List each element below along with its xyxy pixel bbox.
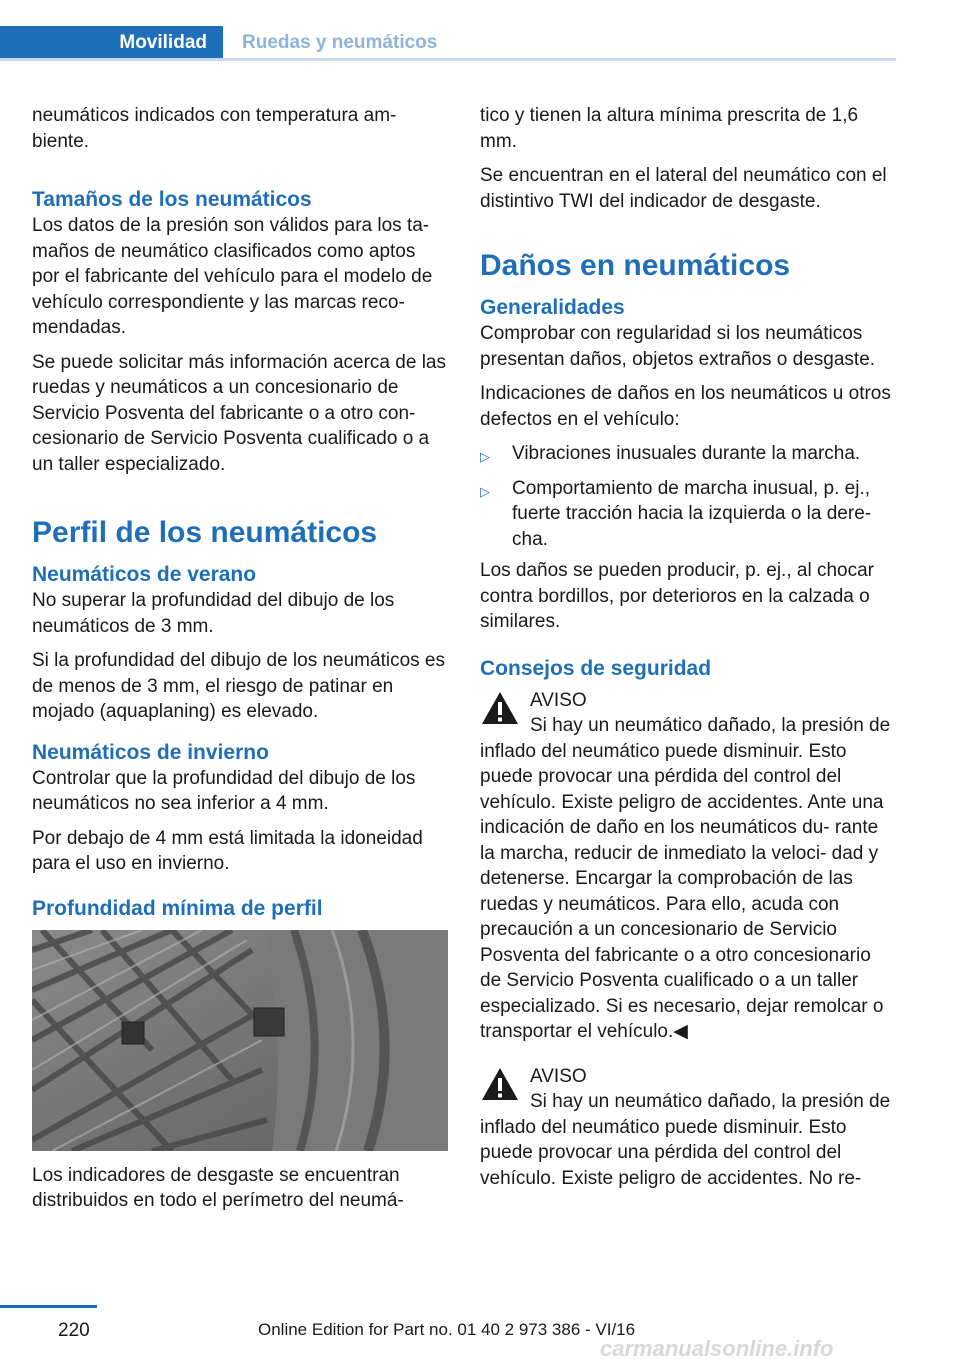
header-divider: [0, 58, 896, 61]
tab-ruedas[interactable]: Ruedas y neumáticos: [242, 32, 438, 53]
warning-text: Si hay un neumático dañado, la presión de inflado del neumático puede disminuir. Esto puede provocar una pérdida del control del vehículo. Existe peligro de accidentes. No re‐: [480, 1091, 891, 1189]
paragraph: Se encuentran en el lateral del neumático con el distintivo TWI del indicador de desgaste.: [480, 165, 887, 212]
paragraph: neumáticos indicados con temperatura am‐ biente.: [32, 105, 397, 152]
paragraph: No superar la profundidad del dibujo de los neumáticos de 3 mm.: [32, 590, 395, 637]
watermark: carmanualsonline.info: [600, 1336, 834, 1361]
warning-triangle-icon: [480, 690, 520, 726]
left-column: [32, 103, 448, 1223]
right-column: [480, 103, 896, 1200]
paragraph: Los indicadores de desgaste se encuentran distribuidos en todo el perímetro del neumá‐: [32, 1164, 404, 1211]
tab-movilidad-label: Movilidad: [119, 32, 207, 53]
list-item: [480, 441, 896, 470]
warning-title: AVISO: [530, 689, 587, 711]
list-item: [480, 476, 896, 553]
paragraph: Se puede solicitar más información acerca de las ruedas y neumáticos a un concesionario de Servicio Posventa del fabricante o a otro con‐ cesionario de Servicio Posventa cualificado o a un taller especializado.: [32, 351, 446, 475]
paragraph: Los datos de la presión son válidos para los ta‐ maños de neumático clasificados como aptos por el fabricante del vehículo para el modelo de vehículo correspondiente y las marcas reco‐ mendadas.: [32, 215, 433, 338]
paragraph: Si la profundidad del dibujo de los neumáticos es de menos de 3 mm, el riesgo de patinar en mojado (aquaplaning) es elevado.: [32, 650, 445, 722]
warning-title: AVISO: [530, 1065, 587, 1087]
paragraph: Controlar que la profundidad del dibujo de los neumáticos no sea inferior a 4 mm.: [32, 767, 416, 814]
heading-perfil: Perfil de los neumáticos: [32, 516, 378, 549]
edition-text: Online Edition for Part no. 01 40 2 973 386 - VI/16: [258, 1320, 636, 1339]
triangle-bullet-icon: ▷: [480, 449, 490, 464]
header-bar: [0, 0, 896, 60]
heading-invierno: Neumáticos de invierno: [32, 740, 269, 764]
heading-minima: Profundidad mínima de perfil: [32, 896, 323, 920]
heading-generalidades: Generalidades: [480, 296, 625, 319]
warning-block: [480, 1064, 896, 1090]
paragraph: Por debajo de 4 mm está limitada la idoneidad para el uso en invierno.: [32, 827, 423, 874]
tire-tread-image: [32, 930, 448, 1151]
list-item-text: Comportamiento de marcha inusual, p. ej., fuerte tracción hacia la izquierda o la dere‐ cha.: [512, 477, 872, 550]
heading-consejos: Consejos de seguridad: [480, 656, 712, 680]
paragraph: Comprobar con regularidad si los neumáticos presentan daños, objetos extraños o desgaste.: [480, 323, 876, 370]
tab-movilidad[interactable]: [0, 26, 223, 60]
triangle-bullet-icon: ▷: [480, 483, 490, 499]
paragraph: Los daños se pueden producir, p. ej., al chocar contra bordillos, por deterioros en la calzada o similares.: [480, 560, 874, 632]
warning-block: [480, 688, 896, 714]
warning-triangle-icon: [480, 1066, 520, 1102]
page-number: 220: [58, 1320, 90, 1341]
footer-divider: [0, 1305, 97, 1308]
paragraph: tico y tienen la altura mínima prescrita de 1,6 mm.: [480, 105, 859, 152]
list-item-text: Vibraciones inusuales durante la marcha.: [512, 443, 861, 464]
paragraph: Indicaciones de daños en los neumáticos u otros defectos en el vehículo:: [480, 383, 891, 430]
heading-tamanos: Tamaños de los neumáticos: [32, 188, 312, 211]
warning-text: Si hay un neumático dañado, la presión de inflado del neumático puede disminuir. Esto puede provocar una pérdida del control del vehículo. Existe peligro de accidentes. Ante una indicación de daño en los neumáticos du‐ rante la marcha, reducir de inmediato la veloci‐ dad y detenerse. Encargar la comprobación de las ruedas y neumáticos. Para ello, acuda con precaución a un concesionario de Servicio Posventa del fabricante o a otro concesionario de Servicio Posventa cualificado o a un taller especializado. Si es necesario, dejar remolcar o transportar el vehículo.◀: [480, 715, 891, 1042]
heading-verano: Neumáticos de verano: [32, 563, 257, 586]
heading-danos: Daños en neumáticos: [480, 249, 791, 282]
